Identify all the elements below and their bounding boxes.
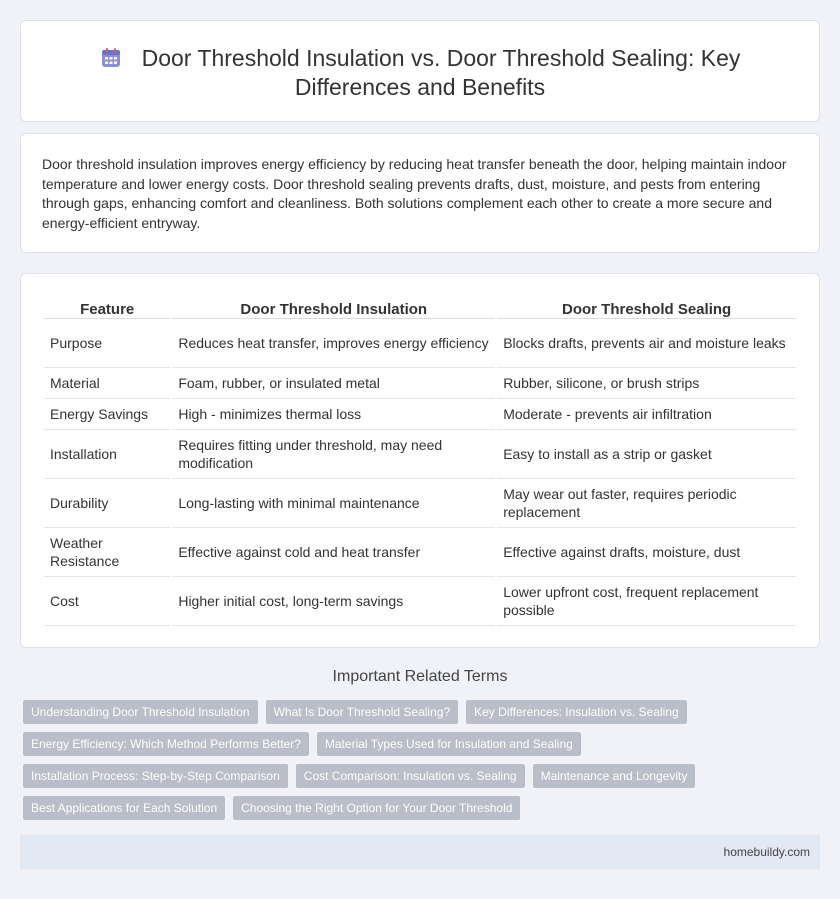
feature-cell: Weather Resistance [44, 528, 170, 577]
feature-cell: Installation [44, 430, 170, 479]
insulation-cell: Foam, rubber, or insulated metal [172, 368, 495, 399]
table-row [44, 430, 796, 479]
column-header-insulation: Door Threshold Insulation [172, 295, 495, 319]
related-term-tag[interactable]: Energy Efficiency: Which Method Performs Better? [23, 732, 309, 756]
feature-cell: Purpose [44, 319, 170, 368]
related-term-tag[interactable]: What Is Door Threshold Sealing? [266, 700, 459, 724]
table-row [44, 319, 796, 368]
footer [20, 835, 820, 869]
tag-row [23, 796, 813, 820]
feature-cell: Cost [44, 577, 170, 626]
sealing-cell: Blocks drafts, prevents air and moisture leaks [497, 319, 796, 368]
related-term-tag[interactable]: Installation Process: Step-by-Step Comparison [23, 764, 288, 788]
related-term-tag[interactable]: Key Differences: Insulation vs. Sealing [466, 700, 687, 724]
footer-site-name: homebuildy.com [723, 845, 810, 859]
table-row [44, 577, 796, 626]
insulation-cell: Requires fitting under threshold, may need modification [172, 430, 495, 479]
feature-cell: Durability [44, 479, 170, 528]
page-title [81, 44, 759, 102]
related-terms-list [23, 700, 813, 828]
tag-row [23, 732, 813, 756]
calendar-icon [100, 47, 122, 69]
table-row [44, 479, 796, 528]
tag-row [23, 700, 813, 724]
page-title-text: Door Threshold Insulation vs. Door Threshold Sealing: Key Differences and Benefits [141, 45, 741, 100]
sealing-cell: Easy to install as a strip or gasket [497, 430, 796, 479]
header-card [20, 20, 820, 122]
sealing-cell: Moderate - prevents air infiltration [497, 399, 796, 430]
column-header-feature: Feature [44, 295, 170, 319]
related-term-tag[interactable]: Material Types Used for Insulation and Sealing [317, 732, 581, 756]
comparison-table [42, 295, 798, 626]
related-term-tag[interactable]: Understanding Door Threshold Insulation [23, 700, 258, 724]
sealing-cell: Rubber, silicone, or brush strips [497, 368, 796, 399]
tag-row [23, 764, 813, 788]
table-header-row [44, 295, 796, 319]
insulation-cell: Reduces heat transfer, improves energy efficiency [172, 319, 495, 368]
insulation-cell: Effective against cold and heat transfer [172, 528, 495, 577]
related-term-tag[interactable]: Cost Comparison: Insulation vs. Sealing [296, 764, 525, 788]
related-term-tag[interactable]: Choosing the Right Option for Your Door Threshold [233, 796, 520, 820]
table-row [44, 399, 796, 430]
insulation-cell: Higher initial cost, long-term savings [172, 577, 495, 626]
table-row [44, 368, 796, 399]
sealing-cell: May wear out faster, requires periodic replacement [497, 479, 796, 528]
intro-card [20, 133, 820, 253]
insulation-cell: High - minimizes thermal loss [172, 399, 495, 430]
sealing-cell: Lower upfront cost, frequent replacement possible [497, 577, 796, 626]
feature-cell: Material [44, 368, 170, 399]
feature-cell: Energy Savings [44, 399, 170, 430]
table-row [44, 528, 796, 577]
insulation-cell: Long-lasting with minimal maintenance [172, 479, 495, 528]
comparison-card [20, 273, 820, 648]
related-term-tag[interactable]: Maintenance and Longevity [533, 764, 696, 788]
related-terms-heading: Important Related Terms [332, 668, 508, 685]
column-header-sealing: Door Threshold Sealing [497, 295, 796, 319]
related-term-tag[interactable]: Best Applications for Each Solution [23, 796, 225, 820]
intro-paragraph: Door threshold insulation improves energy efficiency by reducing heat transfer beneath the door, helping maintain indoor temperature and lower energy costs. Door threshold sealing prevents drafts, dust, moisture, and pests from entering through gaps, enhancing comfort and cleanliness. Both solutions complement each other to create a more secure and energy-efficient entryway. [42, 156, 787, 231]
sealing-cell: Effective against drafts, moisture, dust [497, 528, 796, 577]
